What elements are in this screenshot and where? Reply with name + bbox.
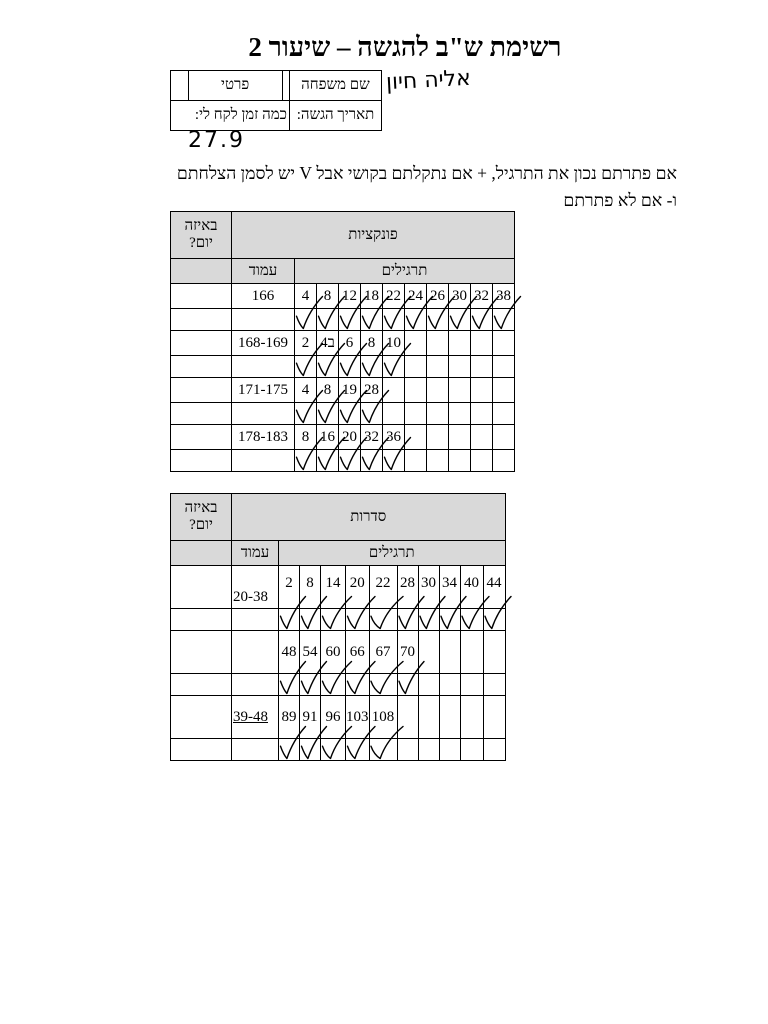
check-cell[interactable] — [300, 674, 321, 696]
exercise-row — [171, 331, 515, 356]
check-row — [171, 739, 506, 761]
exercise-cell: 32 — [361, 425, 383, 450]
exercise-cell — [405, 378, 427, 403]
exercise-row — [171, 566, 506, 609]
exercise-cell: 70 — [397, 631, 418, 674]
exercise-cell: 26 — [427, 284, 449, 309]
check-cell[interactable] — [427, 309, 449, 331]
first-name-field[interactable] — [171, 71, 189, 101]
check-cell[interactable] — [171, 403, 232, 425]
check-cell[interactable] — [295, 450, 317, 472]
check-cell[interactable] — [295, 309, 317, 331]
day-subheader — [171, 259, 232, 284]
exercise-cell — [471, 331, 493, 356]
exercise-cell: 60 — [321, 631, 346, 674]
day-cell[interactable] — [171, 331, 232, 356]
exercise-cell — [449, 425, 471, 450]
exercise-cell: 96 — [321, 696, 346, 739]
page-cell: 20-38 — [232, 566, 279, 609]
exercise-cell: 8 — [317, 284, 339, 309]
check-cell[interactable] — [339, 450, 361, 472]
day-cell[interactable] — [171, 566, 232, 609]
exercise-row — [171, 378, 515, 403]
exercise-cell — [449, 331, 471, 356]
exercise-cell — [405, 425, 427, 450]
check-cell[interactable] — [232, 674, 279, 696]
check-row — [171, 450, 515, 472]
check-cell[interactable] — [493, 450, 515, 472]
last-name-label: שם משפחה — [289, 71, 381, 101]
exercise-cell: 2 — [295, 331, 317, 356]
submission-date-label: תאריך הגשה: — [289, 101, 381, 131]
exercise-cell: 48 — [279, 631, 300, 674]
exercise-cell — [460, 696, 483, 739]
check-cell[interactable] — [427, 403, 449, 425]
day-cell[interactable] — [171, 284, 232, 309]
check-cell[interactable] — [439, 609, 460, 631]
check-cell[interactable] — [471, 309, 493, 331]
check-cell[interactable] — [300, 739, 321, 761]
exercise-cell: 67 — [369, 631, 397, 674]
check-cell[interactable] — [232, 609, 279, 631]
exercise-cell: 40 — [460, 566, 483, 609]
exercise-cell: 36 — [383, 425, 405, 450]
check-cell[interactable] — [317, 356, 339, 378]
first-name-label: פרטי — [188, 71, 282, 101]
exercise-cell: 14 — [321, 566, 346, 609]
check-cell[interactable] — [471, 450, 493, 472]
check-cell[interactable] — [279, 609, 300, 631]
check-cell[interactable] — [383, 403, 405, 425]
check-row — [171, 356, 515, 378]
page-header: עמוד — [232, 259, 295, 284]
day-cell[interactable] — [171, 378, 232, 403]
check-cell[interactable] — [460, 609, 483, 631]
check-cell[interactable] — [405, 450, 427, 472]
check-cell[interactable] — [449, 356, 471, 378]
exercise-cell — [471, 378, 493, 403]
exercise-cell: 30 — [418, 566, 439, 609]
exercise-cell — [439, 631, 460, 674]
check-cell[interactable] — [321, 674, 346, 696]
exercise-cell: 19 — [339, 378, 361, 403]
check-cell[interactable] — [346, 739, 370, 761]
exercise-cell: 89 — [279, 696, 300, 739]
check-cell[interactable] — [339, 356, 361, 378]
check-cell[interactable] — [439, 739, 460, 761]
exercise-cell — [483, 696, 505, 739]
check-cell[interactable] — [449, 403, 471, 425]
exercise-cell: 38 — [493, 284, 515, 309]
functions-exercise-table — [170, 211, 515, 472]
time-taken-label: כמה זמן לקח לי: — [171, 101, 290, 131]
check-cell[interactable] — [397, 739, 418, 761]
exercise-cell: 66 — [346, 631, 370, 674]
check-cell[interactable] — [383, 356, 405, 378]
exercise-cell — [427, 425, 449, 450]
check-cell[interactable] — [383, 450, 405, 472]
exercise-cell: 91 — [300, 696, 321, 739]
exercise-cell: 22 — [369, 566, 397, 609]
exercise-cell — [493, 378, 515, 403]
day-cell[interactable] — [171, 696, 232, 739]
check-cell[interactable] — [439, 674, 460, 696]
check-cell[interactable] — [171, 450, 232, 472]
page-cell: 178-183 — [232, 425, 295, 450]
exercise-cell — [383, 378, 405, 403]
student-info-table — [170, 70, 382, 131]
check-cell[interactable] — [295, 403, 317, 425]
exercise-cell: 22 — [383, 284, 405, 309]
check-cell[interactable] — [449, 309, 471, 331]
exercise-cell — [427, 331, 449, 356]
check-cell[interactable] — [300, 609, 321, 631]
exercise-cell: 4ב — [317, 331, 339, 356]
check-cell[interactable] — [232, 450, 295, 472]
exercise-cell: 16 — [317, 425, 339, 450]
check-cell[interactable] — [321, 609, 346, 631]
check-row — [171, 403, 515, 425]
check-cell[interactable] — [418, 609, 439, 631]
exercise-cell: 2 — [279, 566, 300, 609]
check-row — [171, 309, 515, 331]
exercise-cell: 12 — [339, 284, 361, 309]
exercise-cell: 8 — [295, 425, 317, 450]
exercise-cell: 4 — [295, 284, 317, 309]
exercise-cell: 4 — [295, 378, 317, 403]
exercise-cell — [449, 378, 471, 403]
exercise-cell: 108 — [369, 696, 397, 739]
exercise-cell: 28 — [397, 566, 418, 609]
exercise-grid — [170, 493, 506, 761]
check-cell[interactable] — [483, 739, 505, 761]
check-cell[interactable] — [449, 450, 471, 472]
check-cell[interactable] — [405, 309, 427, 331]
exercise-cell: 6 — [339, 331, 361, 356]
check-cell[interactable] — [279, 674, 300, 696]
page-header: עמוד — [232, 541, 279, 566]
day-header: באיזה יום? — [171, 212, 232, 259]
exercise-cell: 28 — [361, 378, 383, 403]
exercise-row — [171, 284, 515, 309]
sequences-exercise-table — [170, 493, 506, 761]
exercise-cell: 44 — [483, 566, 505, 609]
check-cell[interactable] — [361, 403, 383, 425]
check-cell[interactable] — [427, 356, 449, 378]
page-cell: 168-169 — [232, 331, 295, 356]
check-cell[interactable] — [397, 609, 418, 631]
exercise-cell: 8 — [361, 331, 383, 356]
exercise-cell — [439, 696, 460, 739]
exercise-cell: 30 — [449, 284, 471, 309]
day-cell[interactable] — [171, 425, 232, 450]
check-cell[interactable] — [460, 674, 483, 696]
page-cell — [232, 631, 279, 674]
check-cell[interactable] — [232, 739, 279, 761]
check-cell[interactable] — [171, 609, 232, 631]
check-cell[interactable] — [369, 674, 397, 696]
day-header: באיזה יום? — [171, 494, 232, 541]
check-cell[interactable] — [339, 309, 361, 331]
exercise-cell: 18 — [361, 284, 383, 309]
check-cell[interactable] — [171, 309, 232, 331]
check-cell[interactable] — [369, 609, 397, 631]
check-cell[interactable] — [418, 674, 439, 696]
handwritten-date: 27.9 — [188, 128, 245, 153]
check-cell[interactable] — [471, 403, 493, 425]
exercise-row — [171, 425, 515, 450]
check-cell[interactable] — [405, 403, 427, 425]
exercise-cell — [397, 696, 418, 739]
check-cell[interactable] — [346, 609, 370, 631]
check-cell[interactable] — [397, 674, 418, 696]
check-cell[interactable] — [295, 356, 317, 378]
check-cell[interactable] — [317, 403, 339, 425]
check-cell[interactable] — [418, 739, 439, 761]
exercises-header: תרגילים — [295, 259, 515, 284]
check-cell[interactable] — [279, 739, 300, 761]
exercise-cell — [493, 425, 515, 450]
handwritten-student-name: אליה חיון — [385, 65, 472, 96]
check-cell[interactable] — [232, 356, 295, 378]
check-cell[interactable] — [339, 403, 361, 425]
exercise-cell — [493, 331, 515, 356]
check-cell[interactable] — [171, 674, 232, 696]
check-row — [171, 674, 506, 696]
page-cell: 166 — [232, 284, 295, 309]
check-cell[interactable] — [361, 356, 383, 378]
exercise-cell — [483, 631, 505, 674]
topic-header: סדרות — [232, 494, 506, 541]
check-cell[interactable] — [427, 450, 449, 472]
check-cell[interactable] — [460, 739, 483, 761]
check-cell[interactable] — [346, 674, 370, 696]
exercise-cell: 54 — [300, 631, 321, 674]
exercise-grid — [170, 211, 515, 472]
check-cell[interactable] — [493, 356, 515, 378]
check-cell[interactable] — [171, 739, 232, 761]
check-cell[interactable] — [493, 403, 515, 425]
exercise-cell — [471, 425, 493, 450]
exercise-cell: 20 — [339, 425, 361, 450]
exercise-cell: 24 — [405, 284, 427, 309]
exercise-cell: 8 — [300, 566, 321, 609]
check-cell[interactable] — [232, 309, 295, 331]
page-cell: 39-48 — [232, 696, 279, 739]
check-cell[interactable] — [471, 356, 493, 378]
instructions-text: אם פתרתם נכון את התרגיל, + אם נתקלתם בקושי אבל V יש לסמן הצלחתם ו- אם לא פתרתם — [176, 163, 677, 210]
day-subheader — [171, 541, 232, 566]
exercise-cell: 8 — [317, 378, 339, 403]
check-cell[interactable] — [405, 356, 427, 378]
topic-header: פונקציות — [232, 212, 515, 259]
exercise-cell: 32 — [471, 284, 493, 309]
check-cell[interactable] — [321, 739, 346, 761]
page-title: רשימת ש"ב להגשה – שיעור 2 — [248, 32, 562, 62]
exercise-cell: 10 — [383, 331, 405, 356]
exercise-cell: 20 — [346, 566, 370, 609]
check-cell[interactable] — [317, 450, 339, 472]
exercises-header: תרגילים — [279, 541, 506, 566]
exercise-cell — [460, 631, 483, 674]
check-cell[interactable] — [493, 309, 515, 331]
exercise-cell: 34 — [439, 566, 460, 609]
check-cell[interactable] — [171, 356, 232, 378]
check-cell[interactable] — [361, 450, 383, 472]
exercise-cell — [418, 631, 439, 674]
check-row — [171, 609, 506, 631]
exercise-row — [171, 631, 506, 674]
exercise-cell — [427, 378, 449, 403]
exercise-cell: 103 — [346, 696, 370, 739]
check-cell[interactable] — [317, 309, 339, 331]
check-cell[interactable] — [232, 403, 295, 425]
last-name-field[interactable] — [282, 71, 289, 101]
day-cell[interactable] — [171, 631, 232, 674]
page-cell: 171-175 — [232, 378, 295, 403]
check-cell[interactable] — [369, 739, 397, 761]
check-cell[interactable] — [361, 309, 383, 331]
exercise-cell — [418, 696, 439, 739]
exercise-cell — [405, 331, 427, 356]
exercise-row — [171, 696, 506, 739]
check-cell[interactable] — [483, 674, 505, 696]
check-cell[interactable] — [483, 609, 505, 631]
check-cell[interactable] — [383, 309, 405, 331]
